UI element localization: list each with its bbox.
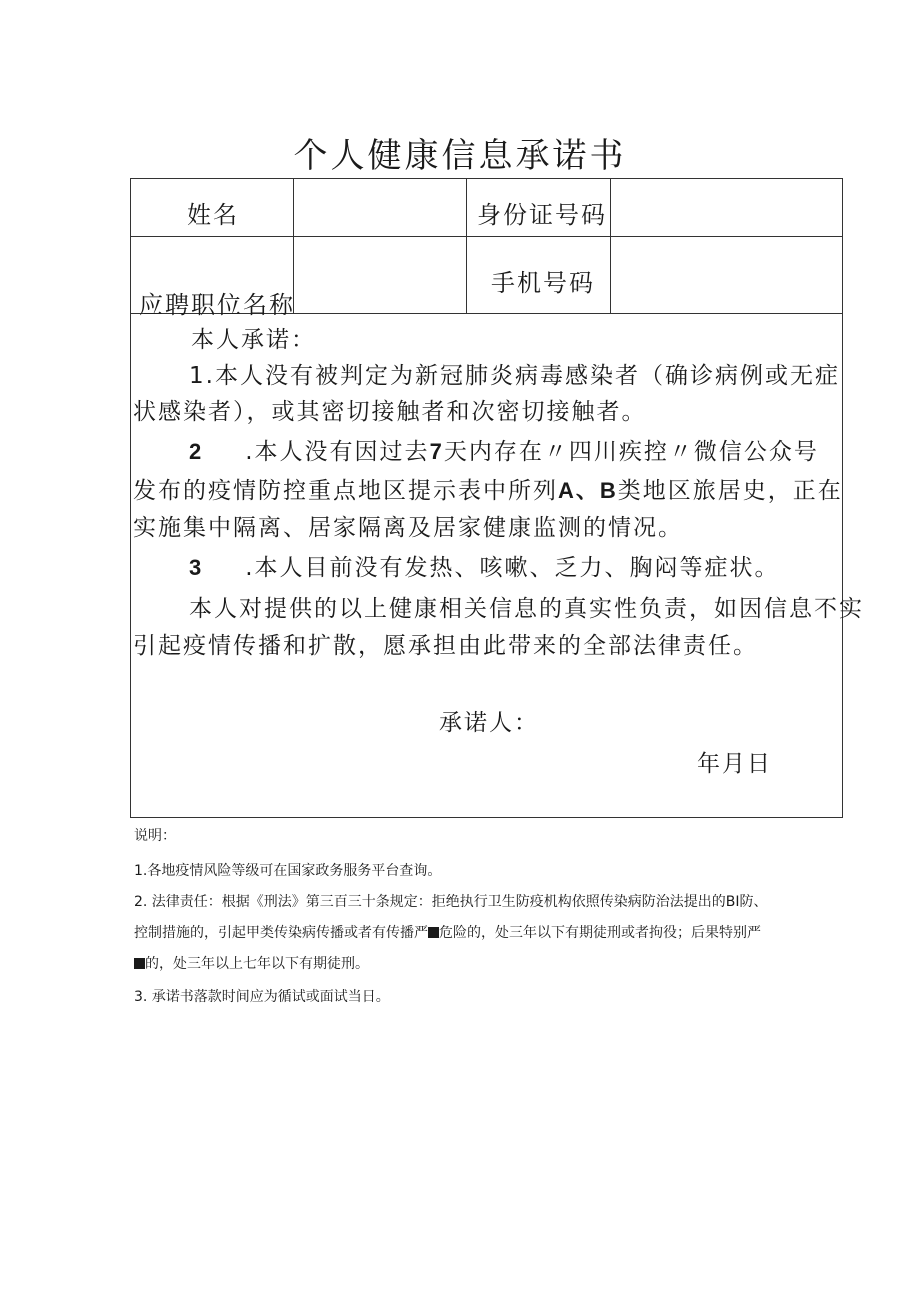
note-2-line1: 2. 法律责任：根据《刑法》第三百三十条规定：拒绝执行卫生防疫机构依照传染病防治法提出的BI防、 — [134, 894, 768, 910]
name-field[interactable] — [295, 181, 465, 235]
responsibility-line1: 本人对提供的以上健康相关信息的真实性负责，如因信息不实 — [189, 596, 864, 622]
item2-text-a: .本人没有因过去 — [245, 439, 430, 465]
commitment-item2-line3: 实施集中隔离、居家隔离及居家健康监测的情况。 — [133, 515, 683, 541]
note-2-line2-b: 危险的，处三年以下有期徒刑或者拘役；后果特别严 — [439, 925, 761, 941]
item2-days: 7 — [429, 439, 444, 464]
note-1: 1.各地疫情风险等级可在国家政务服务平台查询。 — [134, 863, 442, 879]
item2-text-b: 天内存在〃四川疾控〃微信公众号 — [443, 439, 819, 465]
name-label: 姓名 — [187, 201, 239, 229]
responsibility-line2: 引起疫情传播和扩散，愿承担由此带来的全部法律责任。 — [133, 633, 758, 659]
phone-label: 手机号码 — [491, 269, 595, 297]
item2-number: 2 — [189, 439, 204, 464]
commitment-item2-line1 — [133, 441, 819, 464]
signer-field[interactable] — [531, 704, 731, 740]
col-divider-2 — [466, 179, 467, 313]
note-2-line3 — [134, 957, 369, 971]
item3-number: 3 — [189, 555, 204, 580]
item2-categories: A、B — [558, 478, 618, 503]
date-label: 年月日 — [697, 751, 772, 777]
item3-text: .本人目前没有发热、咳嗽、乏力、胸闷等症状。 — [245, 555, 780, 581]
commitment-item3 — [133, 557, 780, 580]
commitment-intro: 本人承诺： — [191, 327, 316, 353]
signer-label: 承诺人： — [439, 710, 539, 736]
note-2-line2-a: 控制措施的，引起甲类传染病传播或者有传播严 — [134, 925, 428, 941]
health-commitment-form — [130, 178, 864, 818]
note-3: 3. 承诺书落款时间应为循试或面试当日。 — [134, 989, 390, 1005]
commitment-item1-line1: 1.本人没有被判定为新冠肺炎病毒感染者（确诊病例或无症 — [189, 363, 840, 389]
item2-text-c: 发布的疫情防控重点地区提示表中所列 — [133, 478, 558, 504]
col-divider-3 — [610, 179, 611, 313]
document-title: 个人健康信息承诺书 — [293, 136, 627, 176]
redacted-block — [134, 958, 145, 969]
redacted-block — [428, 927, 439, 938]
position-label: 应聘职位名称 — [139, 291, 295, 319]
commitment-item2-line2 — [133, 480, 843, 503]
row-divider-1 — [131, 236, 842, 237]
phone-field[interactable] — [612, 238, 840, 312]
position-field[interactable] — [295, 238, 465, 312]
note-2-line2 — [134, 926, 761, 940]
id-number-field[interactable] — [612, 181, 840, 235]
commitment-item1-line2: 状感染者），或其密切接触者和次密切接触者。 — [133, 399, 647, 425]
item2-text-d: 类地区旅居史，正在 — [617, 478, 843, 504]
notes-heading: 说明： — [134, 828, 176, 844]
note-2-line3-text: 的，处三年以上七年以下有期徒刑。 — [145, 956, 369, 972]
id-number-label: 身份证号码 — [477, 201, 607, 229]
